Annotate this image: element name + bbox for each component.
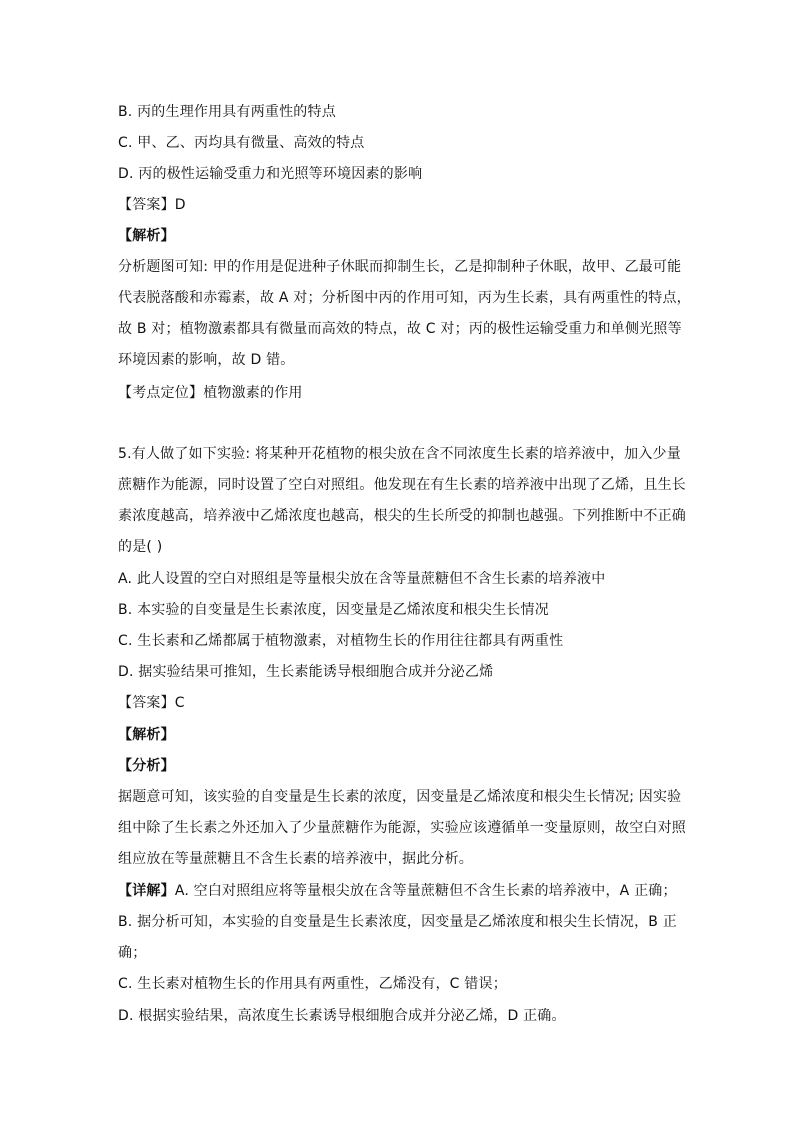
q5-detail-line: D. 根据实验结果，高浓度生长素诱导根细胞合成并分泌乙烯，D 正确。 xyxy=(118,1008,566,1024)
q4-option-c: C. 甲、乙、丙均具有微量、高效的特点 xyxy=(118,135,365,151)
q5-option-c: C. 生长素和乙烯都属于植物激素，对植物生长的作用往往都具有两重性 xyxy=(118,633,564,649)
q5-stem-line: 5.有人做了如下实验: 将某种开花植物的根尖放在含不同浓度生长素的培养液中，加入少量 xyxy=(118,446,681,462)
q4-analysis-heading: 【解析】 xyxy=(118,228,175,244)
q5-stem-line: 的是( ) xyxy=(118,539,163,555)
q4-option-b: B. 丙的生理作用具有两重性的特点 xyxy=(118,104,336,120)
q5-fenxi-line: 据题意可知，该实验的自变量是生长素的浓度，因变量是乙烯浓度和根尖生长情况; 因实验 xyxy=(118,789,682,805)
q4-answer: 【答案】D xyxy=(118,197,186,213)
q5-stem-line: 蔗糖作为能源，同时设置了空白对照组。他发现在有生长素的培养液中出现了乙烯，且生长 xyxy=(118,477,686,493)
q5-detail-label: 【详解】 xyxy=(118,883,175,899)
q5-detail-line: 确； xyxy=(118,945,147,961)
q5-answer: 【答案】C xyxy=(118,695,185,711)
q4-analysis-line: 代表脱落酸和赤霉素，故 A 对；分析图中丙的作用可知，丙为生长素，具有两重性的特点， xyxy=(118,290,691,306)
q4-kaodian: 【考点定位】植物激素的作用 xyxy=(118,385,303,401)
q5-analysis-heading: 【解析】 xyxy=(118,727,175,743)
q5-detail-line: B. 据分析可知，本实验的自变量是生长素浓度，因变量是乙烯浓度和根尖生长情况，B 正 xyxy=(118,914,677,930)
q5-option-a: A. 此人设置的空白对照组是等量根尖放在含等量蔗糖但不含生长素的培养液中 xyxy=(118,571,606,587)
q5-option-d: D. 据实验结果可推知，生长素能诱导根细胞合成并分泌乙烯 xyxy=(118,664,494,680)
q5-fenxi-heading: 【分析】 xyxy=(118,758,175,774)
q5-stem-line: 素浓度越高，培养液中乙烯浓度也越高，根尖的生长所受的抑制也越强。下列推断中不正确 xyxy=(118,508,686,524)
q4-analysis-line: 环境因素的影响，故 D 错。 xyxy=(118,352,295,368)
q4-analysis-line: 分析题图可知: 甲的作用是促进种子休眠而抑制生长，乙是抑制种子休眠，故甲、乙最可能 xyxy=(118,259,682,275)
q5-detail-line: C. 生长素对植物生长的作用具有两重性，乙烯没有，C 错误； xyxy=(118,976,507,992)
q5-fenxi-line: 组中除了生长素之外还加入了少量蔗糖作为能源，实验应该遵循单一变量原则，故空白对照 xyxy=(118,820,686,836)
q4-analysis-line: 故 B 对；植物激素都具有微量而高效的特点，故 C 对；丙的极性运输受重力和单侧光照等 xyxy=(118,321,682,337)
q4-option-d: D. 丙的极性运输受重力和光照等环境因素的影响 xyxy=(118,166,423,182)
q5-option-b: B. 本实验的自变量是生长素浓度，因变量是乙烯浓度和根尖生长情况 xyxy=(118,602,549,618)
q5-detail-text: A. 空白对照组应将等量根尖放在含等量蔗糖但不含生长素的培养液中，A 正确； xyxy=(174,883,677,899)
q5-detail-line xyxy=(118,881,688,901)
q5-fenxi-line: 组应放在等量蔗糖且不含生长素的培养液中，据此分析。 xyxy=(118,851,473,867)
